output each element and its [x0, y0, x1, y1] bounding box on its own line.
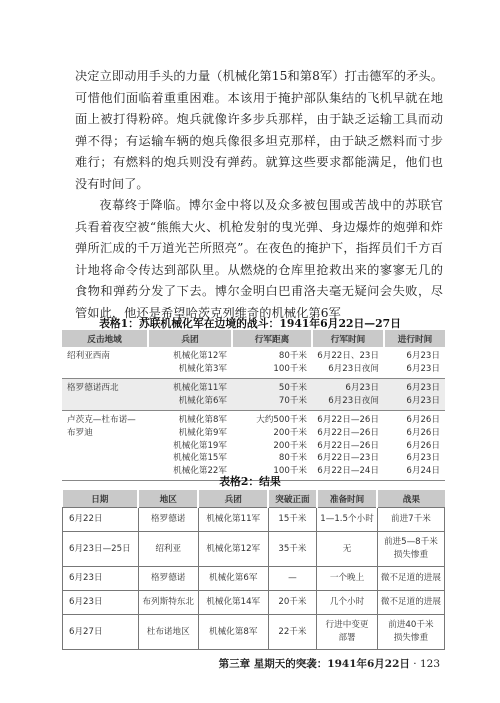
cell-line: 前进5—8千米 — [383, 537, 438, 548]
table2-cell-unit: 机械化第11军 — [198, 508, 268, 532]
cell-line: 几个小时 — [329, 597, 365, 608]
table2-caption: 表格2：结果 — [219, 475, 281, 488]
cell-line: 6月26日 — [406, 427, 440, 438]
cell-line: 机械化第6军 — [178, 395, 227, 406]
cell-line: 6月23日 — [345, 383, 379, 394]
table2-cell-date: 6月22日 — [63, 508, 139, 532]
cell-line: 行进中变更 — [325, 620, 369, 631]
cell-line: 6月22日—24日 — [317, 465, 379, 476]
cell-line: 6月22日—26日 — [317, 440, 379, 451]
table1-header-cell: 行军时间 — [312, 330, 384, 347]
cell-line: 6月22日—23日 — [317, 453, 379, 464]
table2 — [62, 490, 445, 650]
cell-line: 100千米 — [273, 465, 307, 476]
table1-cell-dist — [232, 379, 312, 411]
table2-row — [63, 567, 445, 591]
cell-line: 6月26日 — [406, 440, 440, 451]
table1-cell-units — [148, 347, 232, 379]
cell-line: 6月22日—26日 — [317, 415, 379, 426]
table2-cell-date: 6月23日—25日 — [63, 532, 139, 567]
table2-cell-result — [377, 508, 444, 532]
chapter-title: 第三章 星期天的突袭：1941年6月22日 — [218, 658, 410, 670]
table2-cell-unit: 机械化第8军 — [198, 615, 268, 650]
table2-cell-area: 绍利亚 — [138, 532, 198, 567]
footer-separator: · — [413, 658, 417, 670]
table2-cell-date: 6月27日 — [63, 615, 139, 650]
table1-header-cell: 兵团 — [148, 330, 232, 347]
cell-line: 6月22日—26日 — [317, 427, 379, 438]
cell-line: 机械化第19军 — [173, 440, 227, 451]
table1-cell-time — [312, 347, 384, 379]
table2-cell-unit: 机械化第12军 — [198, 532, 268, 567]
table2-header-row — [63, 490, 445, 508]
cell-line: 6月26日 — [406, 415, 440, 426]
table2-header-cell: 兵团 — [198, 490, 268, 508]
cell-line: 6月23日 — [406, 383, 440, 394]
cell-line: 6月23日夜间 — [328, 363, 379, 374]
table2-cell-result — [377, 615, 444, 650]
table1-header-cell: 行军距离 — [232, 330, 312, 347]
table2-header-cell: 准备时间 — [317, 490, 378, 508]
table2-cell-unit: 机械化第6军 — [198, 567, 268, 591]
table1-caption: 表格1：苏联机械化军在边境的战斗：1941年6月22日—27日 — [99, 317, 401, 330]
table2-cell-prep — [317, 532, 378, 567]
cell-line: 6月23日夜间 — [328, 395, 379, 406]
cell-line: 绍利亚西南 — [67, 351, 110, 361]
table2-cell-date: 6月23日 — [63, 591, 139, 615]
table1-cell-units — [148, 411, 232, 481]
table2-cell-front: — — [268, 567, 317, 591]
table1-header-cell: 进行时间 — [384, 330, 445, 347]
cell-line: 6月23日 — [406, 453, 440, 464]
table2-cell-prep — [317, 508, 378, 532]
cell-line: 机械化第3军 — [178, 363, 227, 374]
table2-cell-result — [377, 591, 444, 615]
table1-cell-dist — [232, 411, 312, 481]
cell-line: 损失惨重 — [393, 550, 429, 560]
table2-row — [63, 591, 445, 615]
table2-cell-area: 格罗德诺 — [138, 567, 198, 591]
cell-line: 布罗迪 — [67, 427, 93, 438]
cell-line: 6月23日 — [406, 395, 440, 406]
cell-line: 卢茨克—杜布诺— — [67, 415, 136, 426]
table2-cell-front: 22千米 — [268, 615, 317, 650]
table2-header-cell: 日期 — [63, 490, 139, 508]
table1-header-row — [62, 330, 445, 347]
table2-cell-prep — [317, 615, 378, 650]
cell-line: 机械化第9军 — [178, 427, 227, 438]
table2-cell-front: 35千米 — [268, 532, 317, 567]
table2-cell-area: 杜布诺地区 — [138, 615, 198, 650]
table1-cell-done — [384, 411, 445, 481]
cell-line: 6月22日、23日 — [317, 351, 379, 361]
table2-cell-front: 15千米 — [268, 508, 317, 532]
table1-cell-area — [62, 347, 148, 379]
cell-line: 无 — [342, 543, 352, 554]
table1-cell-dist — [232, 347, 312, 379]
table1-header-cell: 反击地域 — [62, 330, 148, 347]
cell-line: 部署 — [338, 633, 356, 643]
cell-line: 前进7千米 — [390, 514, 431, 525]
cell-line: 200千米 — [273, 440, 307, 451]
cell-line: 格罗德诺西北 — [67, 383, 119, 394]
cell-line: 80千米 — [278, 453, 307, 464]
table2-cell-area: 布列斯特东北 — [138, 591, 198, 615]
body-paragraph-1: 决定立即动用手头的力量（机械化第15和第8军）打击德军的矛头。可惜他们面临着重重困难。本该用于掩护部队集结的飞机早就在地面上被打得粉碎。炮兵就像许多步兵那样，由于缺乏运输工具而动弹不得；有运输车辆的炮兵像很多坦克那样，由于缺乏燃料而寸步难行；有燃料的炮兵则没有弹药。就算这些要求都能满足，他们也没有时间了。 — [75, 69, 443, 191]
table1-cell-done — [384, 379, 445, 411]
table1-row — [62, 379, 445, 411]
cell-line: 6月23日 — [406, 363, 440, 374]
table2-row — [63, 508, 445, 532]
cell-line: 1—1.5个小时 — [320, 514, 374, 525]
table1-cell-area — [62, 379, 148, 411]
page-footer — [219, 656, 440, 671]
table2-cell-prep — [317, 567, 378, 591]
cell-line: 70千米 — [278, 395, 307, 406]
cell-line: 损失惨重 — [393, 633, 429, 643]
table2-header-cell: 突破正面 — [268, 490, 317, 508]
table2-row — [63, 532, 445, 567]
cell-line: 6月24日 — [406, 465, 440, 476]
table2-cell-unit: 机械化第14军 — [198, 591, 268, 615]
body-paragraph-2: 夜幕终于降临。博尔金中将以及众多被包围或苦战中的苏联官兵看着夜空被“熊熊大火、机枪发射的曳光弹、身边爆炸的炮弹和炸弹所汇成的千万道光芒所照亮”。在夜色的掩护下，指挥员们千方百计地将命令传达到部队里。从燃烧的仓库里抢救出来的寥寥无几的食物和弹药分发了下去。博尔金明白巴甫洛夫毫无疑问会失败，尽管如此，他还是希望哈茨克列维奇的机械化第6军 — [75, 198, 443, 320]
cell-line: 微不足道的进展 — [380, 573, 441, 584]
table2-header-cell: 地区 — [138, 490, 198, 508]
cell-line: 6月23日 — [406, 351, 440, 361]
cell-line: 大约500千米 — [256, 415, 307, 426]
table2-cell-result — [377, 567, 444, 591]
cell-line: 前进40千米 — [388, 620, 434, 631]
cell-line: 微不足道的进展 — [380, 597, 441, 608]
table1-cell-area — [62, 411, 148, 481]
cell-line: 100千米 — [273, 363, 307, 374]
cell-line: 50千米 — [278, 383, 307, 394]
cell-line: 机械化第22军 — [173, 465, 227, 476]
table2-cell-result — [377, 532, 444, 567]
cell-line: 机械化第11军 — [173, 383, 227, 394]
cell-line: 机械化第12军 — [173, 351, 227, 361]
table2-cell-front: 20千米 — [268, 591, 317, 615]
table2-row — [63, 615, 445, 650]
table1-row — [62, 411, 445, 481]
table2-header-cell: 战果 — [377, 490, 444, 508]
cell-line: 机械化第15军 — [173, 453, 227, 464]
table1-row — [62, 347, 445, 379]
cell-line: 一个晚上 — [329, 573, 365, 584]
table2-cell-prep — [317, 591, 378, 615]
table1-cell-done — [384, 347, 445, 379]
cell-line: 200千米 — [273, 427, 307, 438]
cell-line: 机械化第8军 — [178, 415, 227, 426]
table2-cell-area: 格罗德诺 — [138, 508, 198, 532]
table2-cell-date: 6月23日 — [63, 567, 139, 591]
table1 — [62, 330, 445, 481]
cell-line: 80千米 — [278, 351, 307, 361]
table1-cell-time — [312, 379, 384, 411]
table1-cell-time — [312, 411, 384, 481]
page-number: 123 — [419, 658, 440, 670]
table1-cell-units — [148, 379, 232, 411]
